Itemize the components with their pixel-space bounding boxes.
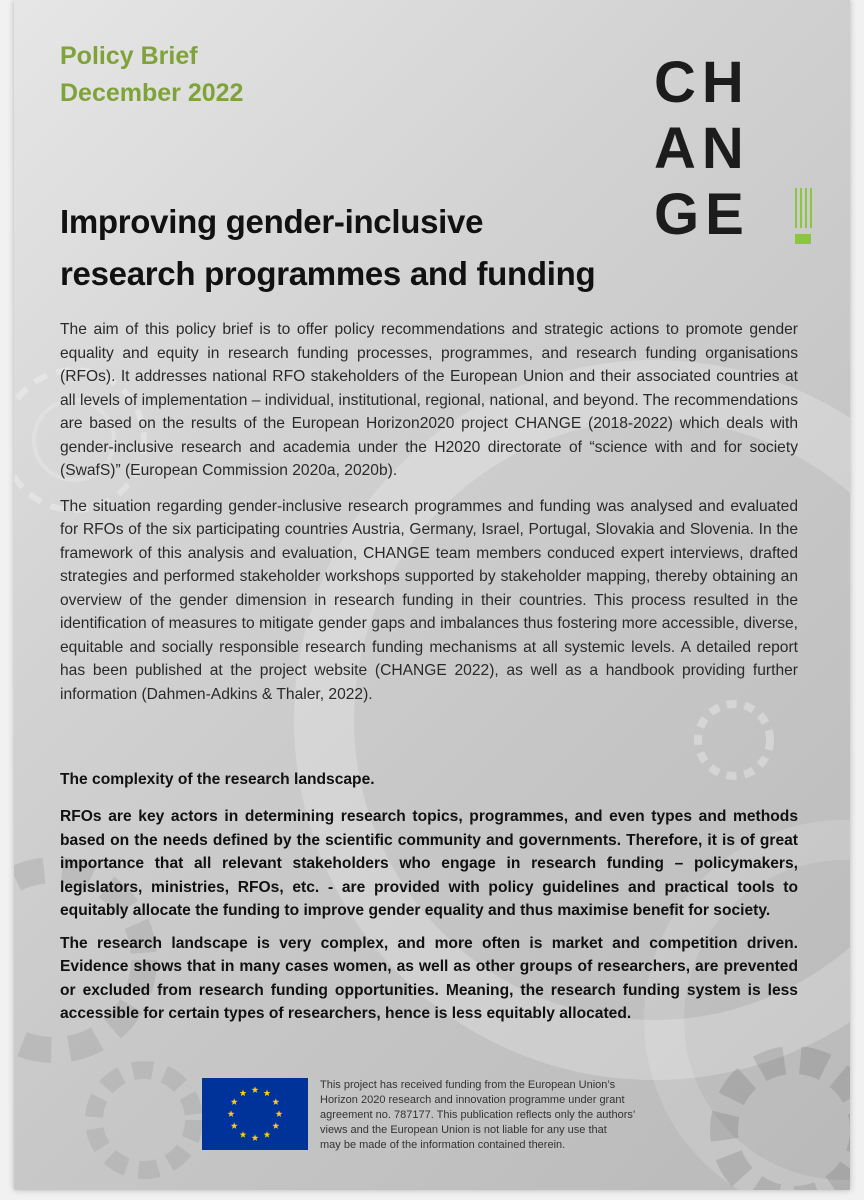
complexity-section	[60, 768, 798, 1035]
funding-line-4: views and the European Union is not liable for any use that	[320, 1124, 607, 1136]
intro-paragraph-1: The aim of this policy brief is to offer policy recommendations and strategic actions to promote gender equality and equity in research funding processes, programmes, and research funding organisations (RFOs). It addresses national RFO stakeholders of the European Union and their associated countries at all levels of implementation – individual, institutional, regional, national, and beyond. The recommendations are based on the results of the European Horizon2020 project CHANGE (2018-2022) which deals with gender-inclusive research and academia under the H2020 directorate of “science with and for society (SwafS)” (European Commission 2020a, 2020b).	[60, 321, 798, 479]
section-paragraph-1: RFOs are key actors in determining research topics, programmes, and even types and methods based on the needs defined by the scientific community and governments. Therefore, it is of great importance that all relevant stakeholders who engage in research funding – policymakers, legislators, ministries, RFOs, etc. - are provided with policy guidelines and practical tools to equitably allocate the funding to improve gender equality and thus maximise benefit for society.	[60, 808, 798, 919]
funding-footer	[202, 1078, 682, 1188]
funding-line-5: may be made of the information contained therein.	[320, 1139, 566, 1151]
intro-paragraph-2: The situation regarding gender-inclusive research programmes and funding was analysed and evaluated for RFOs of the six participating countries Austria, Germany, Israel, Portugal, Slovakia and Slovenia. In the framework of this analysis and evaluation, CHANGE team members conduced expert interviews, drafted strategies and performed stakeholder workshops supported by stakeholder mapping, thereby obtaining an overview of the gender dimension in research funding in their countries. This process resulted in the identification of measures to mitigate gender gaps and imbalances thus fostering more accessible, diverse, equitable and socially responsible research funding mechanisms at all systemic levels. A detailed report has been published at the project website (CHANGE 2022), as well as a handbook providing further information (Dahmen-Adkins & Thaler, 2022).	[60, 497, 798, 703]
change-logo	[654, 52, 819, 252]
funding-line-3: agreement no. 787177. This publication reflects only the authors’	[320, 1109, 636, 1121]
logo-row-2: AN	[654, 116, 750, 181]
section-heading: The complexity of the research landscape.	[60, 771, 375, 788]
page-title	[60, 196, 660, 300]
funding-line-2: Horizon 2020 research and innovation programme under grant	[320, 1094, 625, 1106]
logo-row-3: GE	[654, 182, 750, 247]
section-paragraph-2: The research landscape is very complex, and more often is market and competition driven. Evidence shows that in many cases women, as well as other groups of researchers, are prevented or excluded from research funding opportunities. Meaning, the research funding system is less accessible for certain types of researchers, hence is less equitably allocated.	[60, 934, 798, 1022]
policy-brief-kicker	[60, 38, 243, 112]
funding-disclaimer	[320, 1078, 670, 1153]
exclamation-icon	[792, 184, 814, 246]
title-line-1: Improving gender-inclusive	[60, 203, 484, 240]
funding-line-1: This project has received funding from the European Union’s	[320, 1079, 616, 1091]
logo-row-1: CH	[654, 50, 750, 115]
eu-flag-icon	[202, 1078, 308, 1150]
title-line-2: research programmes and funding	[60, 255, 596, 292]
kicker-line-1: Policy Brief	[60, 42, 198, 70]
intro-body	[60, 318, 798, 718]
kicker-line-2: December 2022	[60, 79, 244, 107]
policy-brief-page	[14, 0, 850, 1190]
